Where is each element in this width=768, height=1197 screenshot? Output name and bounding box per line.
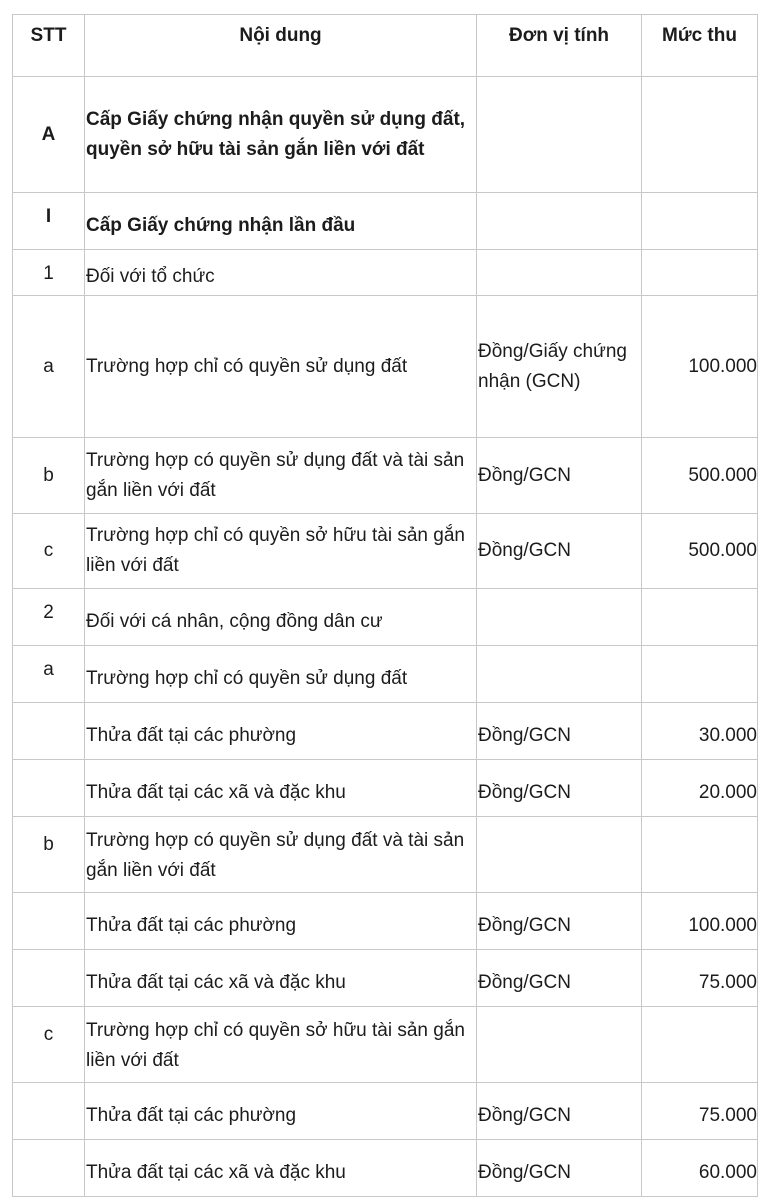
row-content: Cấp Giấy chứng nhận lần đầu (85, 193, 477, 250)
row-stt: 2 (13, 589, 85, 646)
table-row (13, 589, 758, 646)
row-unit: Đồng/GCN (477, 950, 642, 1007)
row-stt: b (13, 438, 85, 514)
table-row (13, 950, 758, 1007)
row-unit (477, 193, 642, 250)
table-row (13, 760, 758, 817)
row-fee (642, 1007, 758, 1083)
row-content: Trường hợp chỉ có quyền sử dụng đất (85, 296, 477, 438)
table-row (13, 1007, 758, 1083)
row-unit (477, 1007, 642, 1083)
row-fee: 500.000 (642, 438, 758, 514)
row-unit: Đồng/GCN (477, 438, 642, 514)
table-row (13, 646, 758, 703)
row-fee (642, 77, 758, 193)
row-fee: 60.000 (642, 1140, 758, 1197)
row-stt: I (13, 193, 85, 250)
row-stt (13, 1140, 85, 1197)
row-content: Trường hợp chỉ có quyền sở hữu tài sản gắn liền với đất (85, 1007, 477, 1083)
row-content: Trường hợp có quyền sử dụng đất và tài sản gắn liền với đất (85, 438, 477, 514)
header-unit: Đơn vị tính (477, 15, 642, 77)
row-fee: 75.000 (642, 950, 758, 1007)
row-fee: 30.000 (642, 703, 758, 760)
row-fee (642, 646, 758, 703)
table-row (13, 296, 758, 438)
row-stt: 1 (13, 250, 85, 296)
row-unit (477, 646, 642, 703)
row-unit (477, 250, 642, 296)
row-stt (13, 760, 85, 817)
table-row (13, 817, 758, 893)
row-content: Thửa đất tại các xã và đặc khu (85, 950, 477, 1007)
row-unit: Đồng/Giấy chứng nhận (GCN) (477, 296, 642, 438)
row-stt: b (13, 817, 85, 893)
table-row (13, 514, 758, 589)
row-content: Thửa đất tại các phường (85, 1083, 477, 1140)
fee-table (12, 14, 758, 1197)
row-fee (642, 817, 758, 893)
row-stt: a (13, 646, 85, 703)
row-stt: c (13, 514, 85, 589)
table-row (13, 1140, 758, 1197)
row-content: Cấp Giấy chứng nhận quyền sử dụng đất, quyền sở hữu tài sản gắn liền với đất (85, 77, 477, 193)
row-unit (477, 589, 642, 646)
row-stt (13, 703, 85, 760)
row-fee: 500.000 (642, 514, 758, 589)
row-content: Đối với tổ chức (85, 250, 477, 296)
row-unit: Đồng/GCN (477, 514, 642, 589)
table-header-row (13, 15, 758, 77)
header-content: Nội dung (85, 15, 477, 77)
table-row (13, 703, 758, 760)
row-fee: 100.000 (642, 296, 758, 438)
table-row (13, 1083, 758, 1140)
row-unit (477, 77, 642, 193)
row-fee: 100.000 (642, 893, 758, 950)
row-content: Trường hợp chỉ có quyền sử dụng đất (85, 646, 477, 703)
row-content: Trường hợp chỉ có quyền sở hữu tài sản gắn liền với đất (85, 514, 477, 589)
row-unit (477, 817, 642, 893)
row-content: Trường hợp có quyền sử dụng đất và tài sản gắn liền với đất (85, 817, 477, 893)
row-content: Thửa đất tại các xã và đặc khu (85, 1140, 477, 1197)
row-content: Đối với cá nhân, cộng đồng dân cư (85, 589, 477, 646)
row-unit: Đồng/GCN (477, 703, 642, 760)
row-fee (642, 193, 758, 250)
row-content: Thửa đất tại các xã và đặc khu (85, 760, 477, 817)
row-unit: Đồng/GCN (477, 1083, 642, 1140)
header-fee: Mức thu (642, 15, 758, 77)
row-stt: a (13, 296, 85, 438)
header-stt: STT (13, 15, 85, 77)
row-stt (13, 1083, 85, 1140)
row-fee (642, 589, 758, 646)
row-unit: Đồng/GCN (477, 760, 642, 817)
table-row (13, 193, 758, 250)
table-row (13, 250, 758, 296)
row-fee: 75.000 (642, 1083, 758, 1140)
row-fee: 20.000 (642, 760, 758, 817)
row-stt: c (13, 1007, 85, 1083)
row-content: Thửa đất tại các phường (85, 893, 477, 950)
table-row (13, 438, 758, 514)
table-row (13, 77, 758, 193)
row-stt (13, 950, 85, 1007)
row-fee (642, 250, 758, 296)
row-unit: Đồng/GCN (477, 893, 642, 950)
row-content: Thửa đất tại các phường (85, 703, 477, 760)
row-stt (13, 893, 85, 950)
row-stt: A (13, 77, 85, 193)
table-row (13, 893, 758, 950)
row-unit: Đồng/GCN (477, 1140, 642, 1197)
